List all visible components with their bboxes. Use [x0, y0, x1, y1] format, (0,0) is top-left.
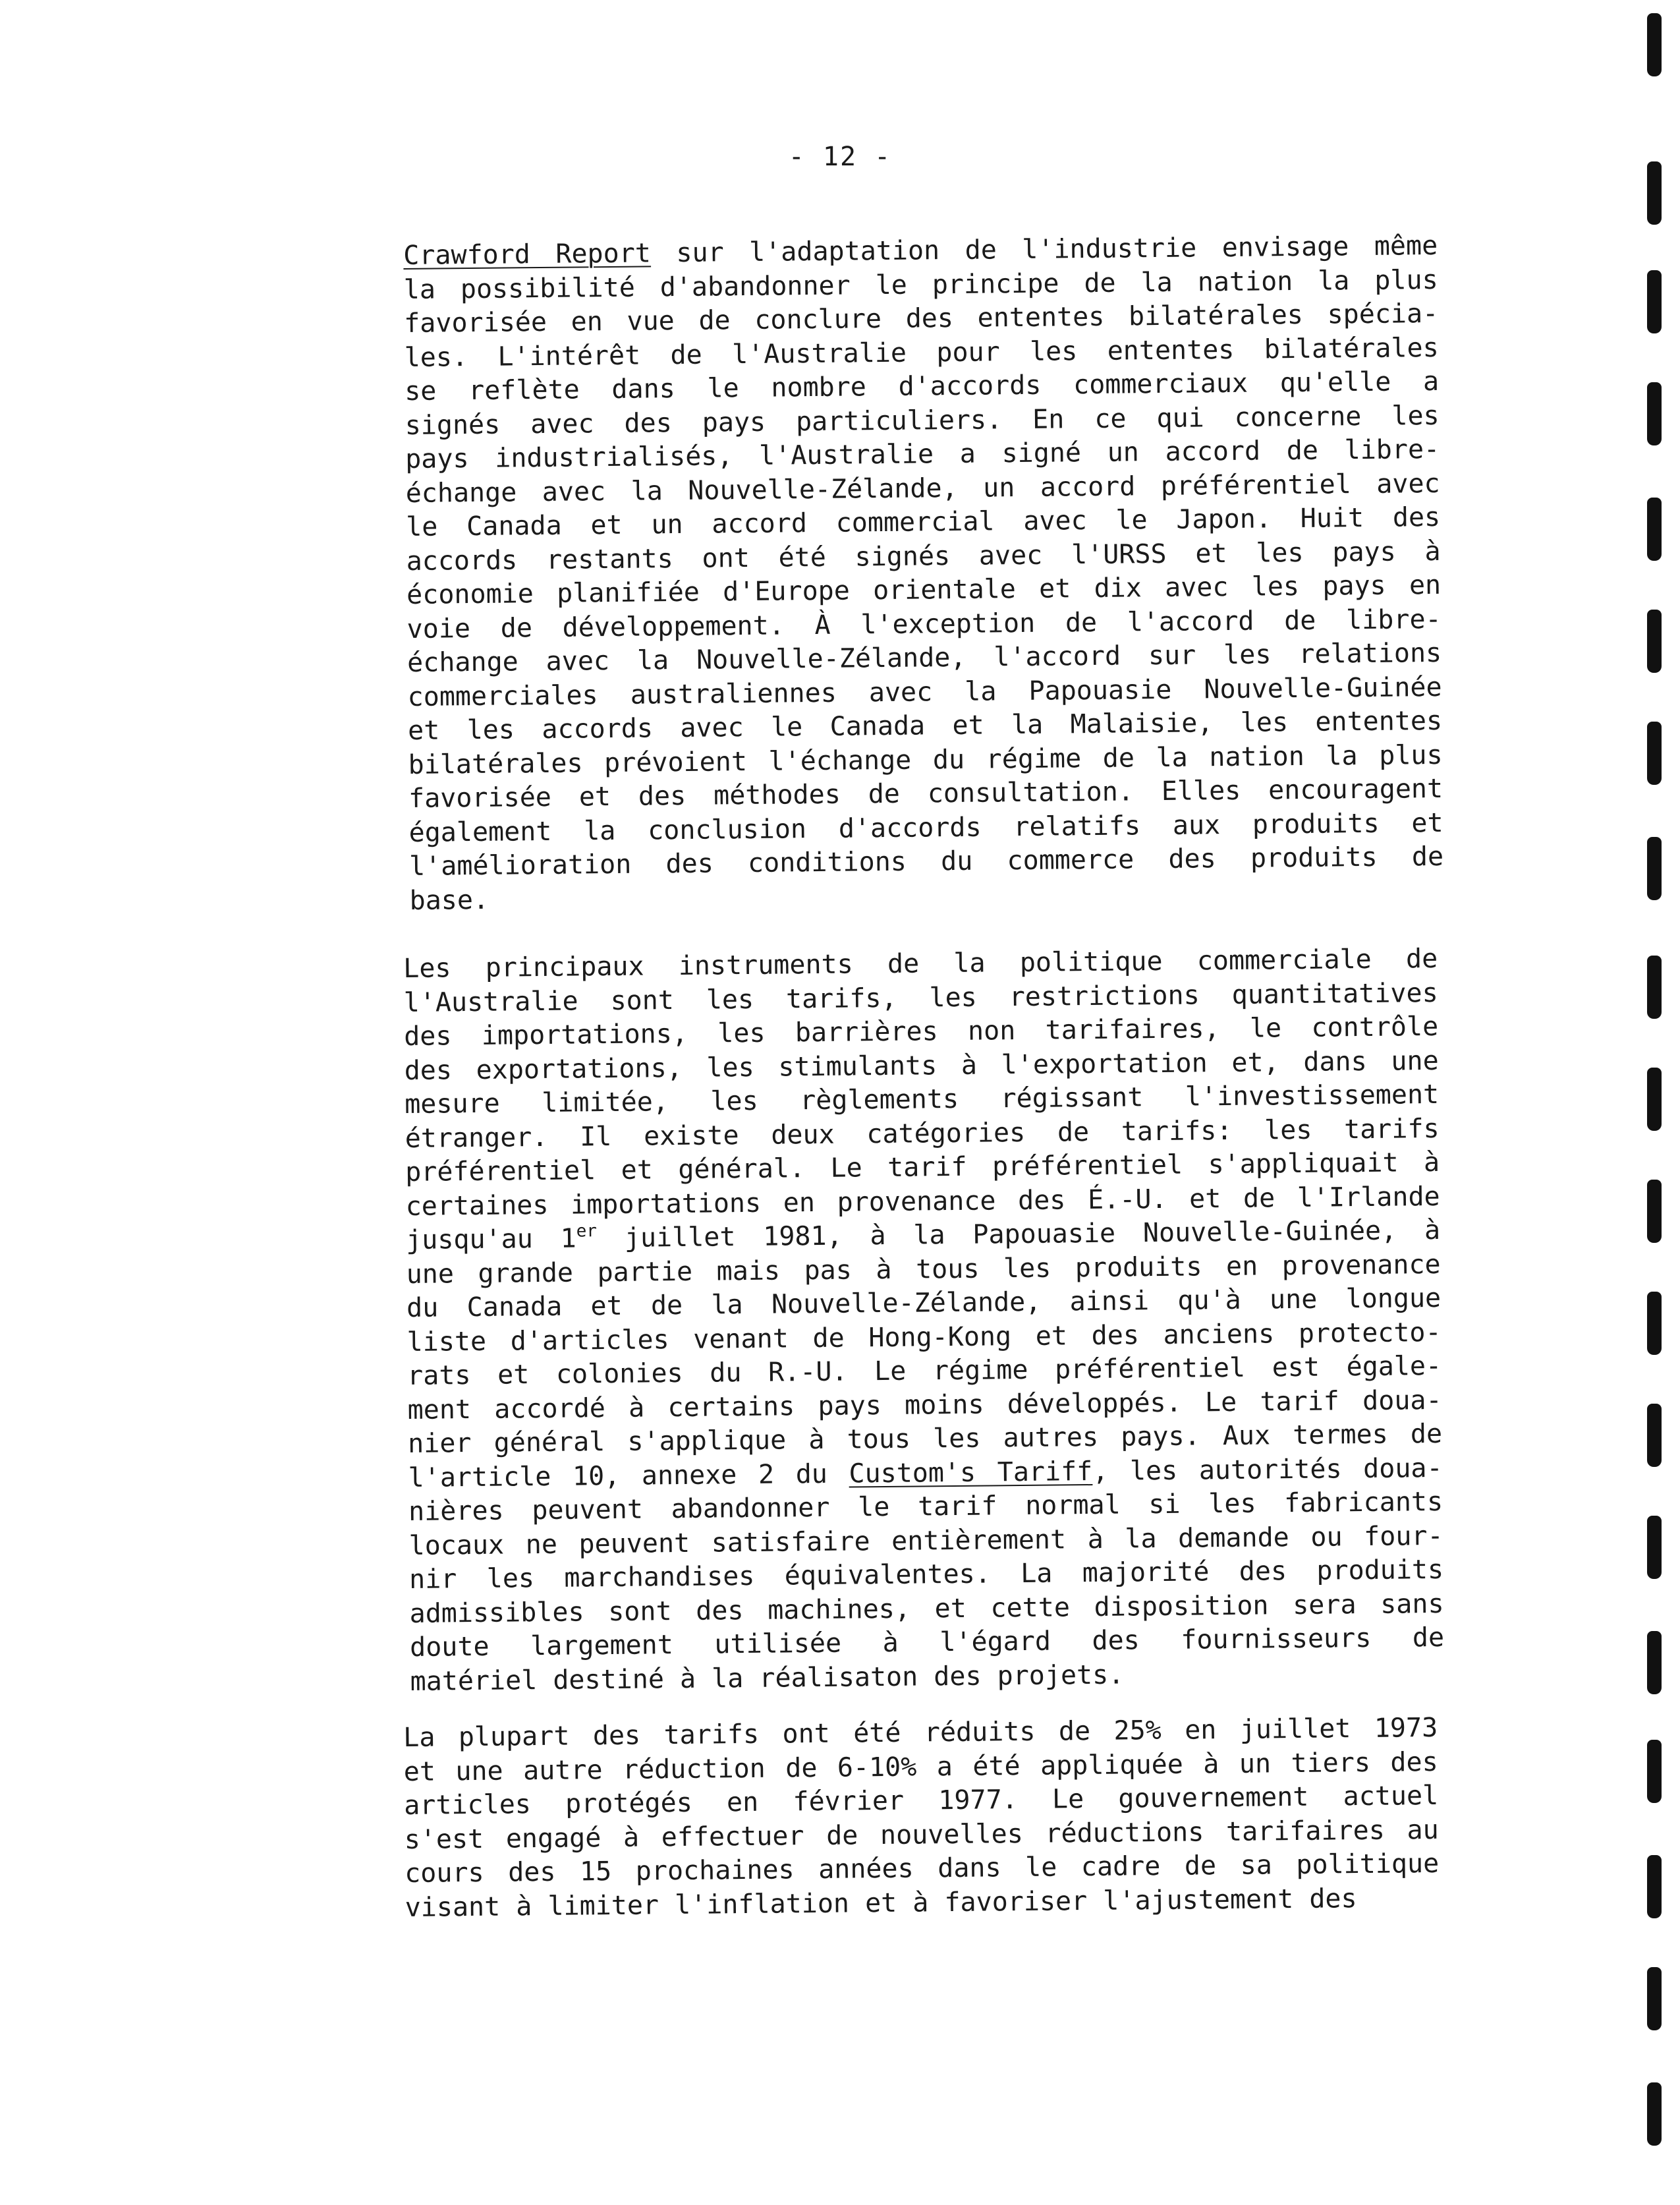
paragraph-3: [403, 1711, 1440, 1925]
binder-hole-mark: [1647, 1292, 1662, 1355]
text-segment: l'amélioration des conditions du commerce des produits de: [408, 841, 1444, 882]
text-segment: le Canada et un accord commercial avec le Japon. Huit des: [405, 501, 1441, 542]
text-segment: économie planifiée d'Europe orientale et dix avec les pays en: [406, 569, 1442, 610]
text-segment: et une autre réduction de 6-10% a été appliquée à un tiers des: [403, 1746, 1438, 1787]
text-segment: bilatérales prévoient l'échange du régime de la nation la plus: [408, 739, 1443, 780]
binder-hole-mark: [1647, 1631, 1662, 1694]
text-segment: ment accordé à certains pays moins développés. Le tarif doua-: [407, 1385, 1442, 1425]
superscript: er: [576, 1221, 598, 1242]
text-segment: des exportations, les stimulants à l'exportation et, dans une: [404, 1045, 1439, 1086]
text-segment: admissibles sont des machines, et cette disposition sera sans: [409, 1588, 1444, 1629]
text-segment: jusqu'au 1: [405, 1223, 576, 1255]
binder-hole-mark: [1647, 1740, 1662, 1803]
binder-hole-mark: [1647, 161, 1662, 225]
text-segment: Les principaux instruments de la politique commerciale de: [403, 943, 1438, 984]
underlined-title: Crawford Report: [403, 238, 652, 271]
underlined-title: Custom's Tariff: [849, 1456, 1093, 1489]
text-segment: cours des 15 prochaines années dans le cadre de sa politique: [404, 1848, 1440, 1889]
text-segment: une grande partie mais pas à tous les produits en provenance: [406, 1249, 1441, 1290]
binder-hole-mark: [1647, 2082, 1662, 2146]
text-segment: , les autorités doua-: [1092, 1452, 1443, 1487]
text-segment: favorisée en vue de conclure des ententes bilatérales spécia-: [404, 298, 1439, 339]
binder-hole-mark: [1647, 1967, 1662, 2030]
binder-hole-mark: [1647, 13, 1662, 76]
text-segment: étranger. Il existe deux catégories de tarifs: les tarifs: [405, 1113, 1440, 1154]
text-segment: s'est engagé à effectuer de nouvelles réductions tarifaires au: [404, 1814, 1439, 1855]
text-segment: locaux ne peuvent satisfaire entièrement à la demande ou four-: [408, 1520, 1443, 1561]
text-segment: doute largement utilisée à l'égard des fournisseurs de: [409, 1622, 1445, 1663]
text-segment: base.: [409, 884, 490, 916]
text-segment: la possibilité d'abandonner le principe de la nation la plus: [403, 264, 1438, 305]
text-segment: favorisée et des méthodes de consultation. Elles encouragent: [408, 773, 1443, 814]
text-segment: commerciales australiennes avec la Papouasie Nouvelle-Guinée: [407, 672, 1442, 712]
binder-hole-mark: [1647, 382, 1662, 445]
paragraph-1: [403, 229, 1444, 918]
binder-hole-mark: [1647, 1516, 1662, 1579]
text-segment: nir les marchandises équivalentes. La majorité des produits: [408, 1554, 1444, 1595]
text-segment: l'article 10, annexe 2 du: [408, 1458, 849, 1493]
text-segment: et les accords avec le Canada et la Malaisie, les ententes: [407, 705, 1443, 746]
text-segment: accords restants ont été signés avec l'URSS et les pays à: [406, 536, 1441, 577]
text-segment: certaines importations en provenance des É.-U. et de l'Irlande: [405, 1181, 1440, 1222]
text-segment: signés avec des pays particuliers. En ce qui concerne les: [405, 400, 1440, 441]
text-segment: sur l'adaptation de l'industrie envisage même: [650, 230, 1438, 269]
text-segment: des importations, les barrières non tarifaires, le contrôle: [404, 1011, 1439, 1052]
text-segment: se reflète dans le nombre d'accords commerciaux qu'elle a: [404, 366, 1440, 407]
binder-hole-mark: [1647, 610, 1662, 673]
binder-hole-mark: [1647, 1855, 1662, 1918]
text-segment: articles protégés en février 1977. Le gouvernement actuel: [404, 1780, 1439, 1821]
binder-hole-mark: [1647, 270, 1662, 333]
text-segment: également la conclusion d'accords relatifs aux produits et: [408, 807, 1443, 848]
text-segment: nier général s'applique à tous les autres pays. Aux termes de: [407, 1418, 1443, 1459]
binder-hole-mark: [1647, 1068, 1662, 1131]
binder-hole-mark: [1647, 956, 1662, 1019]
binder-hole-mark: [1647, 1180, 1662, 1243]
paragraph-2: [403, 942, 1445, 1699]
binder-hole-mark: [1647, 1404, 1662, 1467]
page-number: - 12 -: [788, 142, 892, 172]
text-segment: matériel destiné à la réalisaton des projets.: [410, 1659, 1125, 1697]
text-segment: échange avec la Nouvelle-Zélande, un accord préférentiel avec: [405, 468, 1440, 509]
binder-hole-mark: [1647, 837, 1662, 900]
text-segment: l'Australie sont les tarifs, les restrictions quantitatives: [403, 977, 1438, 1018]
text-segment: du Canada et de la Nouvelle-Zélande, ainsi qu'à une longue: [406, 1282, 1442, 1323]
binder-hole-mark: [1647, 722, 1662, 785]
binder-hole-mark: [1647, 498, 1662, 561]
text-segment: voie de développement. À l'exception de l'accord de libre-: [406, 604, 1442, 644]
text-segment: les. L'intérêt de l'Australie pour les ententes bilatérales: [404, 332, 1439, 373]
text-segment: visant à limiter l'inflation et à favoriser l'ajustement des: [405, 1883, 1357, 1923]
text-segment: pays industrialisés, l'Australie a signé un accord de libre-: [405, 434, 1440, 474]
text-segment: rats et colonies du R.-U. Le régime préférentiel est égale-: [406, 1350, 1442, 1391]
text-segment: préférentiel et général. Le tarif préférentiel s'appliquait à: [405, 1147, 1440, 1188]
text-segment: échange avec la Nouvelle-Zélande, l'accord sur les relations: [406, 637, 1442, 678]
text-segment: mesure limitée, les règlements régissant l'investissement: [404, 1079, 1440, 1120]
text-segment: nières peuvent abandonner le tarif normal si les fabricants: [408, 1486, 1443, 1527]
binder-hole-marks: [1621, 0, 1680, 2205]
text-segment: juillet 1981, à la Papouasie Nouvelle-Guinée, à: [596, 1215, 1441, 1254]
text-segment: liste d'articles venant de Hong-Kong et des anciens protecto-: [406, 1317, 1442, 1358]
text-segment: La plupart des tarifs ont été réduits de 25% en juillet 1973: [403, 1712, 1438, 1753]
